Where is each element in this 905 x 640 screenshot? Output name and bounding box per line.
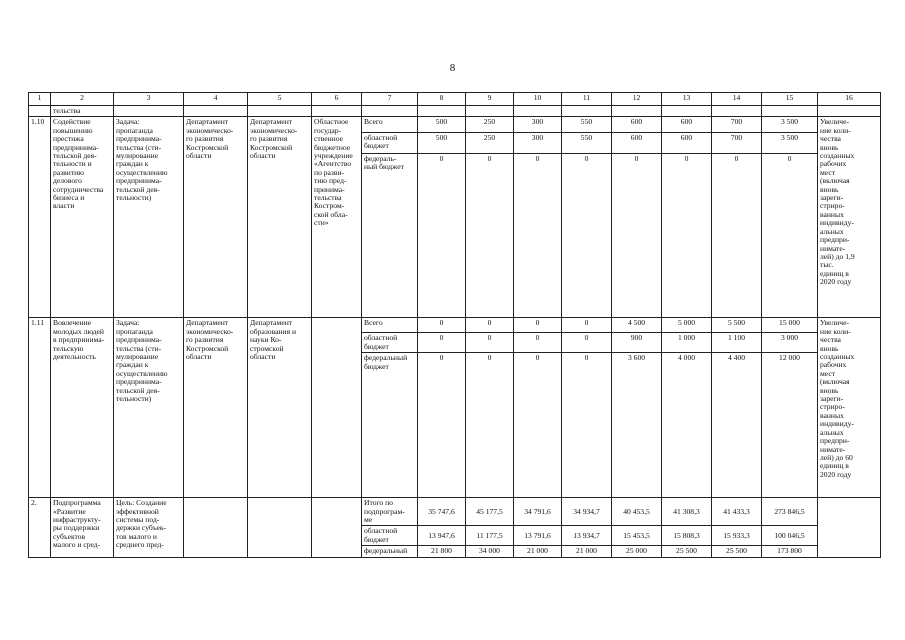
finance-value: 0 bbox=[466, 353, 514, 498]
finance-value: 3 000 bbox=[762, 333, 818, 353]
finance-value: 13 934,7 bbox=[562, 526, 612, 546]
header-cell: 9 bbox=[466, 93, 514, 106]
measure-task: Задача: пропаганда предпринима- тельства (сти- мулирование граждан к осуществлению предпринима- тельской дея- тельности) bbox=[114, 117, 184, 318]
finance-value: 0 bbox=[466, 318, 514, 333]
finance-source: областной бюджет bbox=[362, 526, 418, 546]
finance-value: 45 177,5 bbox=[466, 498, 514, 526]
measure-name: Вовлечение молодых людей в предпринима- тельскую деятельность bbox=[51, 318, 114, 498]
header-cell: 12 bbox=[612, 93, 662, 106]
finance-value: 25 500 bbox=[662, 546, 712, 557]
finance-value: 250 bbox=[466, 117, 514, 133]
measure-name: Содействие повышению престижа предпринима- тельской дея- тельности и развитию делового сотрудничества бизнеса и власти bbox=[51, 117, 114, 318]
participant: Областное государ- ственное бюджетное учреждение «Агентство по разви- тию пред- принима- тельства Костром- ской обла- сти» bbox=[312, 117, 362, 318]
finance-value: 0 bbox=[562, 318, 612, 333]
finance-value: 600 bbox=[662, 117, 712, 133]
finance-value: 700 bbox=[712, 117, 762, 133]
finance-value: 0 bbox=[418, 333, 466, 353]
header-cell: 3 bbox=[114, 93, 184, 106]
finance-source: федераль- ный бюджет bbox=[362, 153, 418, 318]
finance-value: 600 bbox=[612, 132, 662, 153]
finance-value: 11 177,5 bbox=[466, 526, 514, 546]
finance-value: 500 bbox=[418, 117, 466, 133]
finance-source: областной бюджет bbox=[362, 333, 418, 353]
header-cell: 2 bbox=[51, 93, 114, 106]
finance-value: 21 000 bbox=[514, 546, 562, 557]
finance-value: 100 046,5 bbox=[762, 526, 818, 546]
row-id: 1.10 bbox=[29, 117, 51, 318]
finance-value: 300 bbox=[514, 117, 562, 133]
program-table bbox=[28, 92, 881, 558]
column-number-row bbox=[29, 93, 881, 106]
finance-value: 0 bbox=[712, 153, 762, 318]
finance-value: 0 bbox=[514, 318, 562, 333]
row-id: 1.11 bbox=[29, 318, 51, 498]
finance-value: 4 400 bbox=[712, 353, 762, 498]
finance-value: 700 bbox=[712, 132, 762, 153]
finance-value: 3 600 bbox=[612, 353, 662, 498]
header-cell: 15 bbox=[762, 93, 818, 106]
finance-value: 0 bbox=[466, 333, 514, 353]
table-row bbox=[29, 498, 881, 526]
page-number: 8 bbox=[449, 62, 456, 74]
finance-value: 0 bbox=[662, 153, 712, 318]
finance-value: 13 791,6 bbox=[514, 526, 562, 546]
header-cell: 1 bbox=[29, 93, 51, 106]
finance-value: 12 000 bbox=[762, 353, 818, 498]
finance-value: 34 791,6 bbox=[514, 498, 562, 526]
finance-value: 0 bbox=[418, 353, 466, 498]
co-executor: Департамент экономическо- го развития Костромской области bbox=[248, 117, 312, 318]
finance-source: Итого по подпрограм- ме bbox=[362, 498, 418, 526]
header-cell: 8 bbox=[418, 93, 466, 106]
header-cell: 10 bbox=[514, 93, 562, 106]
finance-value: 300 bbox=[514, 132, 562, 153]
table-row bbox=[29, 318, 881, 333]
finance-value: 0 bbox=[514, 153, 562, 318]
finance-value: 250 bbox=[466, 132, 514, 153]
continuation-text: тельства bbox=[51, 106, 114, 117]
header-cell: 7 bbox=[362, 93, 418, 106]
finance-value: 21 800 bbox=[418, 546, 466, 557]
finance-value: 34 934,7 bbox=[562, 498, 612, 526]
finance-value: 4 000 bbox=[662, 353, 712, 498]
finance-value: 15 933,3 bbox=[712, 526, 762, 546]
participant bbox=[312, 498, 362, 557]
finance-value: 500 bbox=[418, 132, 466, 153]
finance-source: федеральный bbox=[362, 546, 418, 557]
finance-value: 0 bbox=[762, 153, 818, 318]
co-executor bbox=[248, 498, 312, 557]
finance-value: 0 bbox=[514, 353, 562, 498]
finance-value: 600 bbox=[662, 132, 712, 153]
finance-value: 41 433,3 bbox=[712, 498, 762, 526]
finance-value: 550 bbox=[562, 132, 612, 153]
header-cell: 16 bbox=[818, 93, 881, 106]
finance-value: 21 000 bbox=[562, 546, 612, 557]
finance-value: 15 808,3 bbox=[662, 526, 712, 546]
finance-value: 0 bbox=[562, 153, 612, 318]
expected-result: Увеличе- ние коли- чества вновь созданных рабочих мест (включая вновь зареги- стриро- ванных индивиду- альных предпри- нимате- лей) до 60 единиц в 2020 году bbox=[818, 318, 881, 498]
continuation-row bbox=[29, 106, 881, 117]
finance-value: 15 000 bbox=[762, 318, 818, 333]
header-cell: 13 bbox=[662, 93, 712, 106]
finance-value: 0 bbox=[612, 153, 662, 318]
expected-result bbox=[818, 498, 881, 557]
header-cell: 14 bbox=[712, 93, 762, 106]
finance-value: 0 bbox=[514, 333, 562, 353]
finance-value: 0 bbox=[562, 353, 612, 498]
finance-value: 35 747,6 bbox=[418, 498, 466, 526]
finance-value: 1 000 bbox=[662, 333, 712, 353]
finance-value: 0 bbox=[418, 318, 466, 333]
finance-value: 1 100 bbox=[712, 333, 762, 353]
finance-value: 34 000 bbox=[466, 546, 514, 557]
finance-value: 273 846,5 bbox=[762, 498, 818, 526]
measure-task: Задача: пропаганда предпринима- тельства (сти- мулирование граждан к осуществлению предпринима- тельской дея- тельности) bbox=[114, 318, 184, 498]
finance-value: 3 500 bbox=[762, 117, 818, 133]
finance-value: 5 500 bbox=[712, 318, 762, 333]
finance-value: 0 bbox=[562, 333, 612, 353]
responsible-executor: Департамент экономическо- го развития Костромской области bbox=[184, 318, 248, 498]
co-executor: Департамент образования и науки Ко- стромской области bbox=[248, 318, 312, 498]
finance-value: 900 bbox=[612, 333, 662, 353]
subprogram-goal: Цель: Создание эффективной системы под- держки субъек- тов малого и среднего пред- bbox=[114, 498, 184, 557]
finance-source: Всего bbox=[362, 117, 418, 133]
header-cell: 11 bbox=[562, 93, 612, 106]
finance-source: областной бюджет bbox=[362, 132, 418, 153]
finance-value: 173 800 bbox=[762, 546, 818, 557]
subprogram-name: Подпрограмма «Развитие инфраструкту- ры поддержки субъектов малого и сред- bbox=[51, 498, 114, 557]
row-id: 2. bbox=[29, 498, 51, 557]
participant bbox=[312, 318, 362, 498]
finance-source: Всего bbox=[362, 318, 418, 333]
finance-value: 0 bbox=[466, 153, 514, 318]
finance-value: 550 bbox=[562, 117, 612, 133]
header-cell: 5 bbox=[248, 93, 312, 106]
finance-value: 13 947,6 bbox=[418, 526, 466, 546]
finance-value: 600 bbox=[612, 117, 662, 133]
expected-result: Увеличе- ние коли- чества вновь созданных рабочих мест (включая вновь зареги- стриро- ванных индивиду- альных предпри- нимате- лей) до 1,9 тыс. единиц в 2020 году bbox=[818, 117, 881, 318]
finance-value: 40 453,5 bbox=[612, 498, 662, 526]
finance-value: 41 308,3 bbox=[662, 498, 712, 526]
header-cell: 4 bbox=[184, 93, 248, 106]
finance-value: 3 500 bbox=[762, 132, 818, 153]
responsible-executor bbox=[184, 498, 248, 557]
finance-value: 5 000 bbox=[662, 318, 712, 333]
finance-value: 25 500 bbox=[712, 546, 762, 557]
finance-value: 4 500 bbox=[612, 318, 662, 333]
finance-source: федеральный бюджет bbox=[362, 353, 418, 498]
finance-value: 15 453,5 bbox=[612, 526, 662, 546]
responsible-executor: Департамент экономическо- го развития Костромской области bbox=[184, 117, 248, 318]
header-cell: 6 bbox=[312, 93, 362, 106]
finance-value: 25 000 bbox=[612, 546, 662, 557]
table-row bbox=[29, 117, 881, 133]
finance-value: 0 bbox=[418, 153, 466, 318]
